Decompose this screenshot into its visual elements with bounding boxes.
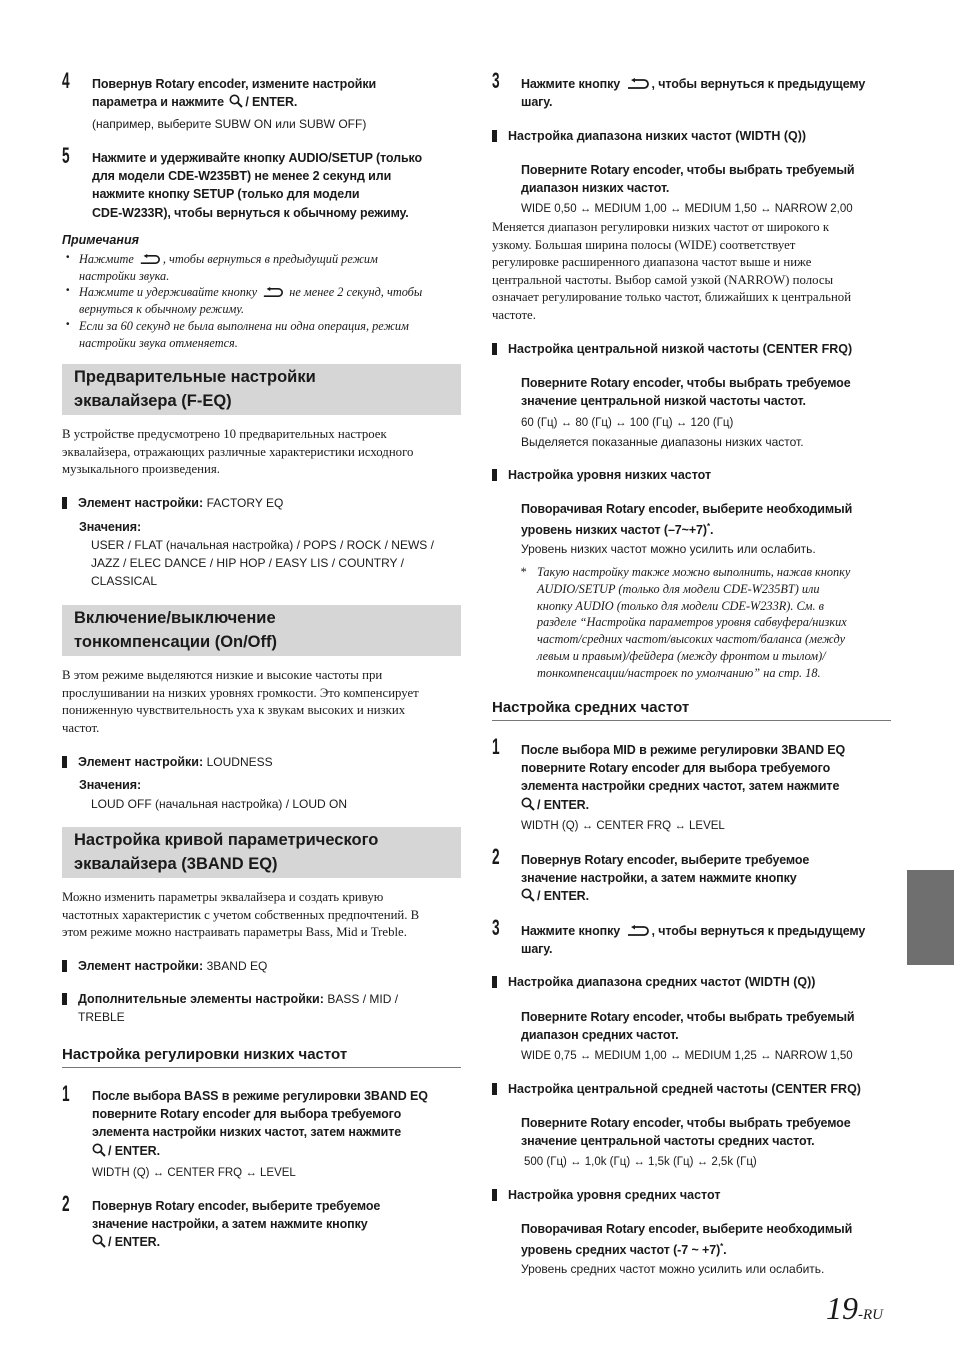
footnote-mark: *: [706, 522, 710, 532]
f-eq-values: USER / FLAT (начальная настройка) / POPS / ROCK / NEWS / JAZZ / ELEC DANCE / HIP HOP / EASY LIS / COUNTRY / CLASSICAL: [91, 538, 434, 588]
3band-extra-items: [62, 990, 398, 1026]
level-footnote: Такую настройку также можно выполнить, нажав кнопку AUDIO/SETUP (только для модели CDE-W235BT) или кнопку AUDIO (только для модели CDE-W233R). См. в разделе “Настройка параметров уровня сабвуфера/низких частот/средних частот/высоких частот/баланса (между левым и правым)/фейдера (между фронтом и тылом)/ тонкомпенсации/настроек по умолчанию” на стр. 18.: [537, 565, 851, 680]
page-number-value: 19: [826, 1290, 858, 1326]
footnote-mark: *: [520, 565, 527, 579]
f-eq-description: В устройстве предусмотрено 10 предварительных настроек эквалайзера, отражающих различные характеристики исходного музыкального произведения.: [62, 427, 414, 477]
back-arrow-icon: [262, 287, 284, 298]
mid-level-note: Уровень средних частот можно усилить или ослабить.: [521, 1262, 825, 1276]
search-icon: [229, 94, 243, 108]
mid-step-2: [521, 851, 809, 906]
bass-step-2: [92, 1197, 380, 1252]
step-number: 3: [492, 915, 500, 940]
level-instruction: [521, 500, 852, 540]
loudness-values: LOUD OFF (начальная настройка) / LOUD ON: [91, 797, 348, 811]
step-text: , чтобы вернуться к предыдущему: [651, 924, 866, 938]
step-number: 2: [492, 844, 500, 869]
level-section-heading: Настройка уровня низких частот: [492, 466, 711, 484]
f-eq-setting-item: [62, 494, 283, 512]
mid-step-3: [521, 922, 865, 958]
step-number: 2: [62, 1191, 70, 1216]
values-label: Значения:: [79, 520, 142, 534]
enter-label: / ENTER.: [537, 797, 589, 812]
level-note: Уровень низких частот можно усилить или ослабить.: [521, 542, 816, 556]
center-note: Выделяется показанные диапазоны низких частот.: [521, 435, 804, 449]
3band-description: Можно изменить параметры эквалайзера и создать кривую частотных характеристик с учетом собственных предпочтений. В этом режиме можно настраивать параметры Bass, Mid и Treble.: [62, 890, 420, 940]
note-text: , чтобы вернуться в предыдущий режим: [162, 252, 378, 266]
footnote-mark: *: [720, 1242, 724, 1252]
section-heading-f-eq: Предварительные настройки эквалайзера (F-EQ): [62, 364, 461, 415]
back-arrow-icon: [626, 78, 650, 90]
search-icon: [92, 1234, 106, 1248]
bullet: •: [66, 285, 70, 296]
width-section-heading: Настройка диапазона низких частот (WIDTH (Q)): [492, 127, 806, 145]
step-4-note: (например, выберите SUBW ON или SUBW OFF): [92, 117, 367, 131]
width-description: Меняется диапазон регулировки низких частот от широкого к узкому. Большая ширина полосы (WIDE) соответствует регулировке расширенного диапазона частот выше и ниже центральной частоты. Выбор самой узкой (NARROW) полосы означает регулирование только частот, ближайших к центральной частоте.: [492, 220, 852, 322]
value: TREBLE: [78, 1010, 125, 1024]
mid-level-section-heading: Настройка уровня средних частот: [492, 1186, 720, 1204]
step-text: шагу.: [521, 942, 553, 957]
loudness-setting-item: [62, 753, 273, 771]
width-options: WIDE 0,50 ↔ MEDIUM 1,00 ↔ MEDIUM 1,50 ↔ NARROW 2,00: [521, 203, 853, 215]
enter-label: / ENTER.: [108, 1143, 160, 1158]
back-arrow-icon: [139, 254, 161, 265]
value: BASS / MID /: [327, 992, 399, 1006]
mid-options: WIDTH (Q) ↔ CENTER FRQ ↔ LEVEL: [521, 820, 725, 832]
note-text: Нажмите и удерживайте кнопку: [79, 285, 258, 299]
chapter-tab: [907, 870, 954, 965]
step-text: Повернув Rotary encoder, выберите требуемое значение настройки, а затем нажмите кнопку: [92, 1199, 381, 1232]
mid-center-options: 500 (Гц) ↔ 1,0k (Гц) ↔ 1,5k (Гц) ↔ 2,5k (Гц): [524, 1156, 757, 1168]
step-text: После выбора BASS в режиме регулировки 3BAND EQ поверните Rotary encoder для выбора требуемого элемента настройки низких частот, затем нажмите: [92, 1089, 428, 1140]
note-2: [79, 284, 422, 318]
page-language-suffix: -RU: [858, 1307, 883, 1323]
section-heading-loudness: Включение/выключение тонкомпенсации (On/Off): [62, 605, 461, 656]
mid-level-instruction: [521, 1220, 852, 1260]
note-text: Нажмите: [79, 252, 134, 266]
step-text: , чтобы вернуться к предыдущему: [651, 77, 866, 91]
loudness-description: В этом режиме выделяются низкие и высокие частоты при прослушивании на низких уровнях громкости. Это компенсирует пониженную чувствительность уха к звукам высоких и низких частот.: [62, 668, 419, 735]
step-number: 4: [62, 68, 70, 93]
bullet: •: [66, 252, 70, 263]
step-text: Повернув Rotary encoder, выберите требуемое значение настройки, а затем нажмите кнопку: [521, 853, 810, 886]
step-4-line2: параметра и нажмите: [92, 95, 224, 110]
back-arrow-icon: [626, 925, 650, 937]
step-text: Поворачивая Rotary encoder, выберите необходимый уровень низких частот (–7~+7): [521, 502, 853, 538]
value: LOUDNESS: [206, 755, 273, 769]
enter-label: / ENTER.: [108, 1235, 160, 1250]
step-4-line1: Повернув Rotary encoder, измените настройки: [92, 77, 377, 91]
bass-step-1: [92, 1087, 428, 1160]
label: Элемент настройки:: [78, 496, 204, 510]
notes-title: Примечания: [62, 233, 139, 247]
step-text: .: [709, 523, 714, 538]
enter-label: / ENTER.: [537, 889, 589, 904]
page-number: [826, 1290, 883, 1327]
note-text: не менее 2 секунд, чтобы: [289, 285, 423, 299]
3band-setting-item: [62, 957, 267, 975]
label: Элемент настройки:: [78, 959, 204, 973]
step-text: После выбора MID в режиме регулировки 3BAND EQ поверните Rotary encoder для выбора требуемого элемента настройки средних частот, затем нажмите: [521, 743, 846, 794]
step-5-text: Нажмите и удерживайте кнопку AUDIO/SETUP (только для модели CDE-W235BT) не менее 2 секунд или нажмите кнопку SETUP (только для модели CDE-W233R), чтобы вернуться к обычному режиму.: [92, 151, 423, 220]
bass-subheading: Настройка регулировки низких частот: [62, 1046, 461, 1068]
mid-center-section-heading: Настройка центральной средней частоты (CENTER FRQ): [492, 1080, 861, 1098]
mid-width-section-heading: Настройка диапазона средних частот (WIDTH (Q)): [492, 973, 815, 991]
step-number: 3: [492, 68, 500, 93]
note-text: настройки звука.: [79, 268, 170, 283]
enter-label: / ENTER.: [245, 95, 298, 110]
step-4-text: [92, 75, 376, 111]
note-3: Если за 60 секунд не была выполнена ни одна операция, режим настройки звука отменяется.: [79, 319, 409, 350]
bass-options: WIDTH (Q) ↔ CENTER FRQ ↔ LEVEL: [92, 1167, 296, 1179]
center-section-heading: Настройка центральной низкой частоты (CENTER FRQ): [492, 340, 852, 358]
center-options: 60 (Гц) ↔ 80 (Гц) ↔ 100 (Гц) ↔ 120 (Гц): [521, 417, 734, 429]
step-text: Поворачивая Rotary encoder, выберите необходимый уровень средних частот (-7 ~ +7): [521, 1222, 853, 1258]
center-instruction: Поверните Rotary encoder, чтобы выбрать требуемое значение центральной низкой частоты частот.: [521, 376, 851, 409]
mid-step-1: [521, 741, 845, 814]
search-icon: [92, 1143, 106, 1157]
mid-subheading: Настройка средних частот: [492, 699, 891, 721]
step-number: 1: [62, 1081, 70, 1106]
section-heading-3band-eq: Настройка кривой параметрического эквалайзера (3BAND EQ): [62, 827, 461, 878]
label: Дополнительные элементы настройки:: [78, 992, 324, 1006]
step-text: Нажмите кнопку: [521, 924, 621, 938]
step-text: .: [723, 1243, 727, 1258]
note-1: [79, 251, 378, 285]
step-text: шагу.: [521, 95, 553, 110]
step-number: 1: [492, 734, 500, 759]
step-3-text: [521, 75, 865, 111]
mid-width-options: WIDE 0,75 ↔ MEDIUM 1,00 ↔ MEDIUM 1,25 ↔ NARROW 1,50: [521, 1050, 853, 1062]
values-label: Значения:: [79, 778, 142, 792]
step-text: Нажмите кнопку: [521, 77, 621, 91]
search-icon: [521, 797, 535, 811]
width-instruction: Поверните Rotary encoder, чтобы выбрать требуемый диапазон низких частот.: [521, 163, 855, 196]
bullet: •: [66, 319, 70, 330]
note-text: вернуться к обычному режиму.: [79, 301, 245, 316]
value: FACTORY EQ: [206, 496, 284, 510]
value: 3BAND EQ: [206, 959, 268, 973]
step-number: 5: [62, 143, 70, 168]
search-icon: [521, 888, 535, 902]
label: Элемент настройки:: [78, 755, 204, 769]
mid-center-instruction: Поверните Rotary encoder, чтобы выбрать требуемое значение центральной частоты средних частот.: [521, 1116, 851, 1149]
mid-width-instruction: Поверните Rotary encoder, чтобы выбрать требуемый диапазон средних частот.: [521, 1010, 855, 1043]
